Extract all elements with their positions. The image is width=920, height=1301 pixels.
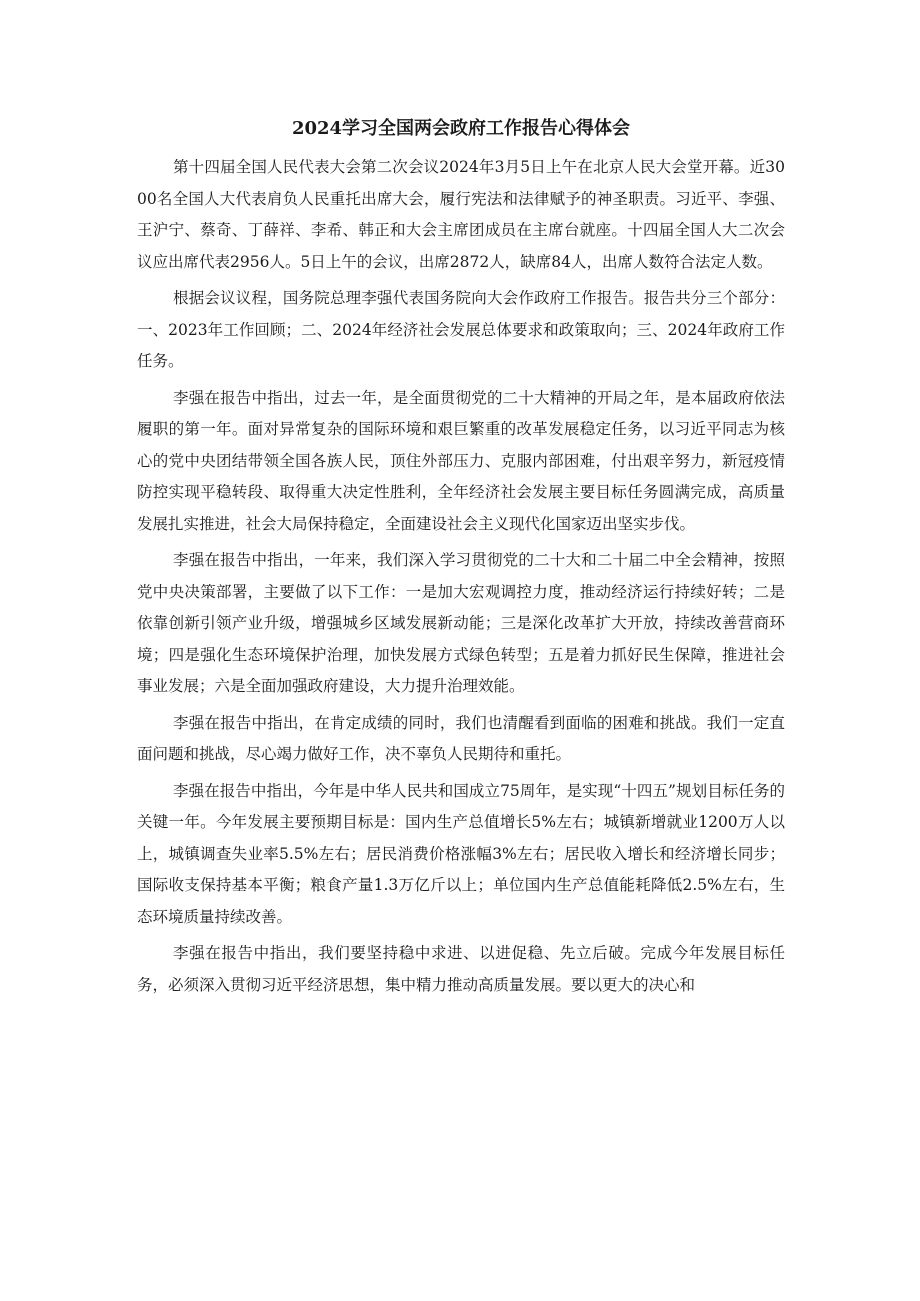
paragraph-4: 李强在报告中指出，一年来，我们深入学习贯彻党的二十大和二十届二中全会精神，按照党中央决策部署，主要做了以下工作：一是加大宏观调控力度，推动经济运行持续好转；二是依靠创新引领产业升级，增强城乡区域发展新动能；三是深化改革扩大开放，持续改善营商环境；四是强化生态环境保护治理，加快发展方式绿色转型；五是着力抓好民生保障，推进社会事业发展；六是全面加强政府建设，大力提升治理效能。 — [137, 551, 785, 695]
paragraph-6: 李强在报告中指出，今年是中华人民共和国成立75周年，是实现“十四五”规划目标任务的关键一年。今年发展主要预期目标是：国内生产总值增长5%左右；城镇新增就业1200万人以上，城镇调查失业率5.5%左右；居民消费价格涨幅3%左右；居民收入增长和经济增长同步；国际收支保持基本平衡；粮食产量1.3万亿斤以上；单位国内生产总值能耗降低2.5%左右，生态环境质量持续改善。 — [137, 781, 785, 926]
paragraph-7: 李强在报告中指出，我们要坚持稳中求进、以进促稳、先立后破。完成今年发展目标任务，必须深入贯彻习近平经济思想，集中精力推动高质量发展。要以更大的决心和 — [137, 944, 785, 994]
paragraph-1: 第十四届全国人民代表大会第二次会议2024年3月5日上午在北京人民大会堂开幕。近3000名全国人大代表肩负人民重托出席大会，履行宪法和法律赋予的神圣职责。习近平、李强、王沪宁、蔡奇、丁薛祥、李希、韩正和大会主席团成员在主席台就座。十四届全国人大二次会议应出席代表2956人。5日上午的会议，出席2872人，缺席84人，出席人数符合法定人数。 — [137, 158, 785, 271]
document-page — [137, 112, 785, 1006]
paragraph-5: 李强在报告中指出，在肯定成绩的同时，我们也清醒看到面临的困难和挑战。我们一定直面问题和挑战，尽心竭力做好工作，决不辜负人民期待和重托。 — [137, 713, 785, 763]
paragraph-2: 根据会议议程，国务院总理李强代表国务院向大会作政府工作报告。报告共分三个部分：一、2023年工作回顾；二、2024年经济社会发展总体要求和政策取向；三、2024年政府工作任务。 — [137, 289, 785, 370]
paragraph-3: 李强在报告中指出，过去一年，是全面贯彻党的二十大精神的开局之年，是本届政府依法履职的第一年。面对异常复杂的国际环境和艰巨繁重的改革发展稳定任务，以习近平同志为核心的党中央团结带领全国各族人民，顶住外部压力、克服内部困难，付出艰辛努力，新冠疫情防控实现平稳转段、取得重大决定性胜利，全年经济社会发展主要目标任务圆满完成，高质量发展扎实推进，社会大局保持稳定，全面建设社会主义现代化国家迈出坚实步伐。 — [137, 388, 785, 533]
document-title: 2024学习全国两会政府工作报告心得体会 — [291, 118, 631, 139]
